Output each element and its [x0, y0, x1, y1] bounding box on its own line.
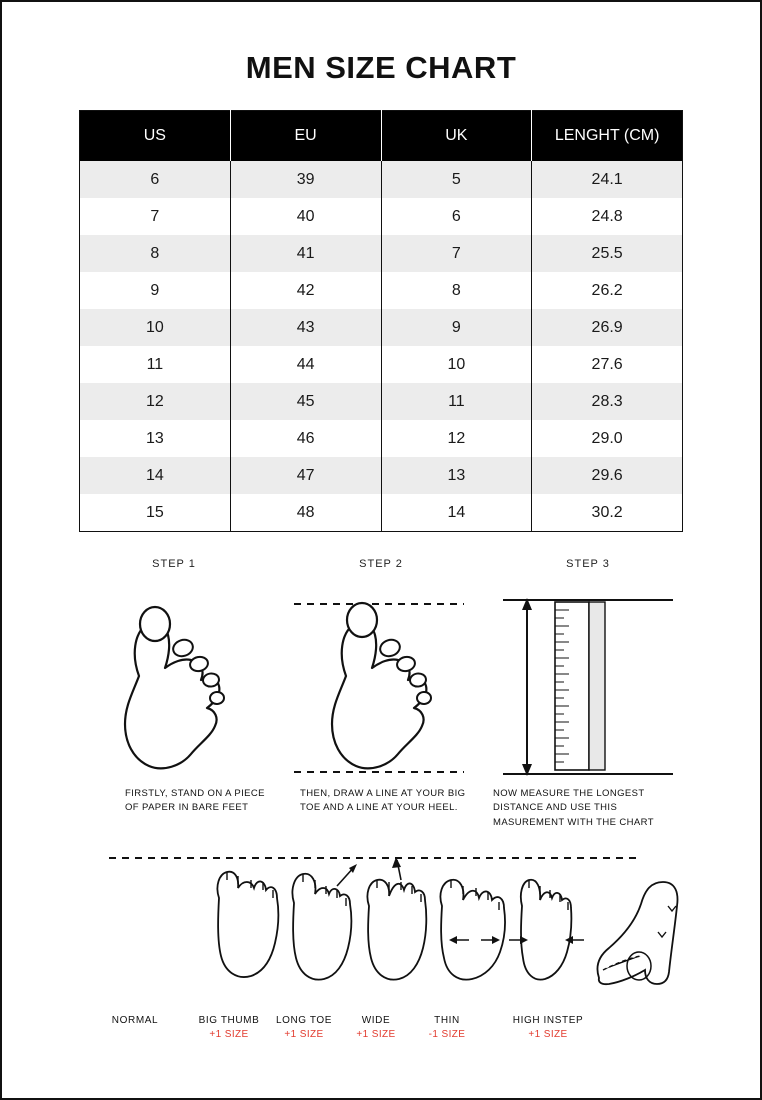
foot-types-art [79, 848, 683, 1013]
cell-eu: 42 [230, 272, 381, 309]
cell-eu: 39 [230, 161, 381, 198]
table-header [80, 111, 683, 162]
cell-eu: 41 [230, 235, 381, 272]
step-2-art [286, 576, 476, 781]
table-header-row [80, 111, 683, 162]
cell-us: 14 [80, 457, 231, 494]
cell-uk: 5 [381, 161, 532, 198]
cell-length: 25.5 [532, 235, 683, 272]
footprint-with-lines-icon [286, 576, 476, 781]
step-2-description: THEN, DRAW A LINE AT YOUR BIG TOE AND A LINE AT YOUR HEEL. [300, 788, 466, 814]
cell-eu: 48 [230, 494, 381, 532]
foot-type-name: NORMAL [111, 1014, 159, 1026]
footprint-icon [79, 576, 269, 781]
measure-steps [79, 558, 683, 830]
table-row [80, 272, 683, 309]
cell-uk: 8 [381, 272, 532, 309]
cell-uk: 11 [381, 383, 532, 420]
table-row [80, 161, 683, 198]
foot-high-instep-icon [597, 882, 677, 984]
step-3-art [493, 576, 683, 781]
cell-eu: 45 [230, 383, 381, 420]
step-1-art [79, 576, 269, 781]
column-header-eu: EU [230, 111, 381, 162]
foot-type-adjustment: +1 SIZE [209, 1028, 249, 1040]
foot-type-wide [341, 1015, 411, 1041]
ruler-measure-icon [493, 576, 683, 781]
cell-uk: 7 [381, 235, 532, 272]
page-title: MEN SIZE CHART [245, 50, 517, 85]
cell-length: 26.9 [532, 309, 683, 346]
foot-type-thin [411, 1015, 483, 1041]
cell-length: 24.8 [532, 198, 683, 235]
step-2-label: STEP 2 [359, 558, 403, 570]
cell-us: 11 [80, 346, 231, 383]
step-1-label: STEP 1 [152, 558, 196, 570]
cell-length: 29.6 [532, 457, 683, 494]
step-3-description: NOW MEASURE THE LONGEST DISTANCE AND USE THIS MASUREMENT WITH THE CHART [493, 788, 654, 828]
cell-us: 13 [80, 420, 231, 457]
foot-normal-icon [217, 871, 278, 976]
foot-type-normal [79, 1015, 191, 1041]
cell-uk: 9 [381, 309, 532, 346]
cell-length: 28.3 [532, 383, 683, 420]
cell-length: 29.0 [532, 420, 683, 457]
foot-type-name: THIN [434, 1014, 460, 1026]
foot-type-name: WIDE [361, 1014, 391, 1026]
table-row [80, 383, 683, 420]
foot-type-adjustment: +1 SIZE [284, 1028, 324, 1040]
foot-long-toe-icon [367, 857, 426, 980]
cell-length: 27.6 [532, 346, 683, 383]
table-row [80, 309, 683, 346]
step-2 [286, 558, 476, 830]
foot-type-name: HIGH INSTEP [512, 1014, 584, 1026]
table-row [80, 420, 683, 457]
cell-uk: 10 [381, 346, 532, 383]
foot-type-adjustment: -1 SIZE [428, 1028, 466, 1040]
foot-types-labels [79, 1015, 683, 1041]
cell-uk: 12 [381, 420, 532, 457]
cell-us: 10 [80, 309, 231, 346]
foot-type-name: LONG TOE [275, 1014, 333, 1026]
cell-eu: 40 [230, 198, 381, 235]
table-row [80, 457, 683, 494]
cell-length: 24.1 [532, 161, 683, 198]
size-chart-table [79, 110, 683, 532]
foot-type-adjustment [79, 1029, 191, 1041]
cell-us: 15 [80, 494, 231, 532]
foot-thin-icon [509, 879, 584, 979]
foot-type-name: BIG THUMB [198, 1014, 260, 1026]
cell-length: 26.2 [532, 272, 683, 309]
cell-eu: 44 [230, 346, 381, 383]
column-header-uk: UK [381, 111, 532, 162]
column-header-us: US [80, 111, 231, 162]
cell-us: 7 [80, 198, 231, 235]
cell-length: 30.2 [532, 494, 683, 532]
foot-wide-icon [440, 879, 505, 979]
table-row [80, 494, 683, 532]
foot-types-diagram [79, 848, 683, 1013]
cell-uk: 14 [381, 494, 532, 532]
cell-eu: 43 [230, 309, 381, 346]
cell-eu: 46 [230, 420, 381, 457]
cell-eu: 47 [230, 457, 381, 494]
foot-type-adjustment: +1 SIZE [528, 1028, 568, 1040]
foot-type-high-instep [483, 1015, 613, 1041]
step-3 [493, 558, 683, 830]
table-row [80, 235, 683, 272]
foot-type-long-toe [267, 1015, 341, 1041]
cell-uk: 13 [381, 457, 532, 494]
table-row [80, 346, 683, 383]
cell-us: 9 [80, 272, 231, 309]
step-3-label: STEP 3 [566, 558, 610, 570]
cell-us: 6 [80, 161, 231, 198]
size-table-wrapper [79, 110, 683, 532]
table-row [80, 198, 683, 235]
foot-types-section [79, 848, 683, 1041]
step-1-description: FIRSTLY, STAND ON A PIECE OF PAPER IN BARE FEET [125, 788, 265, 814]
cell-us: 12 [80, 383, 231, 420]
foot-type-adjustment: +1 SIZE [356, 1028, 396, 1040]
column-header-length: LENGHT (CM) [532, 111, 683, 162]
step-1 [79, 558, 269, 830]
cell-uk: 6 [381, 198, 532, 235]
foot-big-thumb-icon [292, 864, 357, 980]
foot-type-big-thumb [191, 1015, 267, 1041]
cell-us: 8 [80, 235, 231, 272]
table-body [80, 161, 683, 532]
